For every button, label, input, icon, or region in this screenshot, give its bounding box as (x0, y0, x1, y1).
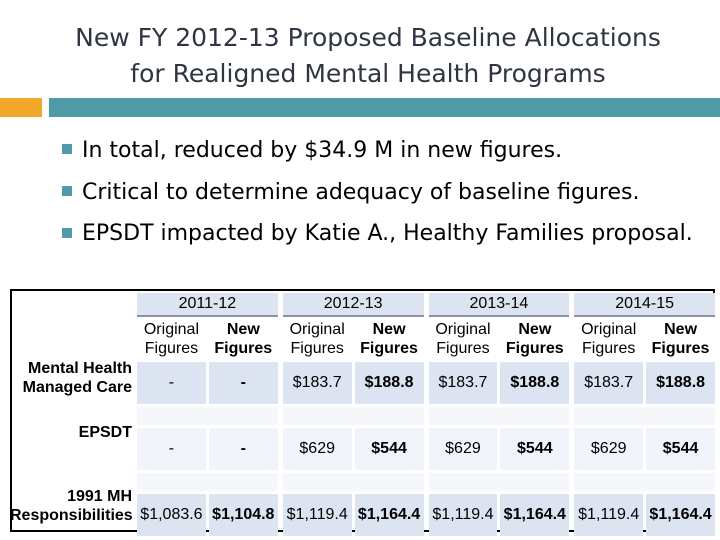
bullet-list (62, 130, 702, 251)
table-row (574, 362, 715, 404)
cell-original: $629 (574, 428, 643, 470)
cell-original: $183.7 (283, 362, 352, 404)
table-row (429, 494, 570, 536)
bullet-item: Critical to determine adequacy of baseline figures. (62, 172, 702, 214)
cell-original: $1,119.4 (574, 494, 643, 536)
cell-original: $183.7 (429, 362, 498, 404)
table-grid (137, 293, 715, 529)
subheader-new: New Figures (500, 317, 569, 359)
bullet-item: EPSDT impacted by Katie A., Healthy Families proposal. (62, 216, 702, 251)
subheader-original: Original Figures (137, 317, 206, 359)
title-line-1: New FY 2012-13 Proposed Baseline Allocations (75, 23, 661, 52)
table-row (137, 362, 278, 404)
allocations-table (10, 289, 715, 532)
cell-new: - (209, 428, 278, 470)
cell-new: $188.8 (355, 362, 424, 404)
year-column (137, 293, 278, 536)
cell-original: $1,119.4 (283, 494, 352, 536)
table-row (283, 362, 424, 404)
cell-new: $544 (646, 428, 715, 470)
table-row (574, 494, 715, 536)
cell-original: $1,083.6 (137, 494, 206, 536)
cell-new: $1,164.4 (646, 494, 715, 536)
cell-original: $183.7 (574, 362, 643, 404)
slide-title (0, 20, 720, 92)
year-header: 2013-14 (429, 293, 570, 317)
table-row (283, 428, 424, 470)
subheader-original: Original Figures (283, 317, 352, 359)
table-row (429, 428, 570, 470)
cell-new: $1,104.8 (209, 494, 278, 536)
table-row (429, 362, 570, 404)
year-header: 2014-15 (574, 293, 715, 317)
cell-original: $629 (429, 428, 498, 470)
title-line-2: for Realigned Mental Health Programs (130, 59, 606, 88)
bullet-item: In total, reduced by $34.9 M in new figures. (62, 130, 702, 172)
row-label-epsdt: EPSDT (78, 424, 132, 441)
cell-original: $1,119.4 (429, 494, 498, 536)
cell-new: - (209, 362, 278, 404)
bullet-square-icon (62, 144, 72, 154)
subheader-original: Original Figures (429, 317, 498, 359)
accent-bar-orange (0, 98, 42, 117)
cell-original: $629 (283, 428, 352, 470)
bullet-square-icon (62, 186, 72, 196)
cell-new: $1,164.4 (355, 494, 424, 536)
year-column (429, 293, 570, 536)
table-row (137, 494, 278, 536)
cell-new: $188.8 (646, 362, 715, 404)
cell-new: $544 (500, 428, 569, 470)
year-column (283, 293, 424, 536)
year-header: 2011-12 (137, 293, 278, 317)
cell-new: $1,164.4 (500, 494, 569, 536)
subheader-new: New Figures (646, 317, 715, 359)
subheader-original: Original Figures (574, 317, 643, 359)
cell-original: - (137, 428, 206, 470)
cell-original: - (137, 362, 206, 404)
row-label-1991-mh: 1991 MH Responsibilities (10, 488, 133, 524)
row-label-managed-care: Mental Health Managed Care (22, 360, 132, 396)
subheader-new: New Figures (355, 317, 424, 359)
year-header: 2012-13 (283, 293, 424, 317)
table-row (574, 428, 715, 470)
subheader-new: New Figures (209, 317, 278, 359)
table-row (283, 494, 424, 536)
accent-bar-teal (49, 98, 720, 117)
table-row (137, 428, 278, 470)
cell-new: $188.8 (500, 362, 569, 404)
year-column (574, 293, 715, 536)
cell-new: $544 (355, 428, 424, 470)
bullet-square-icon (62, 228, 72, 238)
